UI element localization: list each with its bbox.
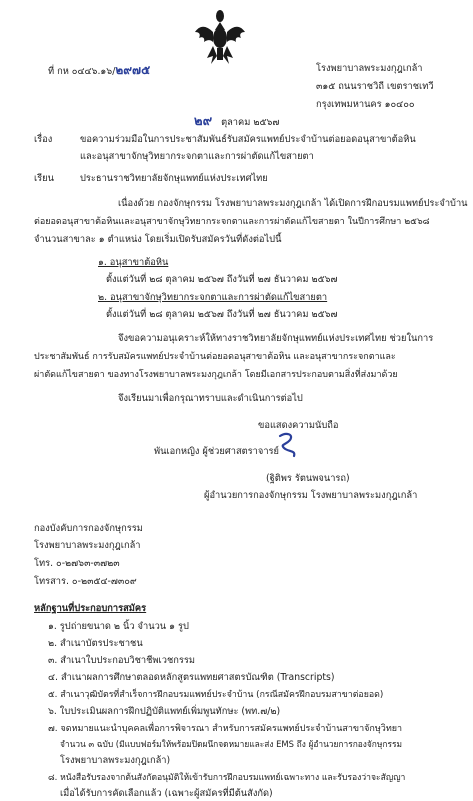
contact-line-2: โรงพยาบาลพระมงกุฎเกล้า — [34, 540, 141, 551]
item-2-title: ๒. อนุสาขาจักษุวิทยากระจกตาและการผ่าตัดแก้ไขสายตา — [98, 292, 328, 303]
item-1-title: ๑. อนุสาขาต้อหิน — [98, 257, 169, 268]
signer-name: (ฐิติพร รัตนพจนารถ) — [266, 473, 350, 484]
recipient-text: ประธานราชวิทยาลัยจักษุแพทย์แห่งประเทศไทย — [80, 173, 268, 184]
body-para2-line-2: ประชาสัมพันธ์ การรับสมัครแพทย์ประจำบ้านต่อยอดอนุสาขาต้อหิน และอนุสาขากระจกตาและ — [34, 352, 396, 362]
body-para1-line-2: ต่อยอดอนุสาขาต้อหินและอนุสาขาจักษุวิทยากระจกตาและการผ่าตัดแก้ไขสายตา ในปีการศึกษา ๒๕๖๘ — [34, 217, 430, 227]
subject-line-2: และอนุสาขาจักษุวิทยากระจกตาและการผ่าตัดแก้ไขสายตา — [80, 151, 314, 162]
date-day-handwritten: ๒๙ — [194, 114, 213, 129]
sender-line-1: โรงพยาบาลพระมงกุฎเกล้า — [316, 63, 423, 74]
body-para1-line-3: จำนวนสาขาละ ๑ ตำแหน่ง โดยเริ่มเปิดรับสมัครวันที่ดังต่อไปนี้ — [34, 234, 282, 245]
garuda-emblem-icon — [193, 6, 247, 68]
body-para1-line-1: เนื่องด้วย กองจักษุกรรม โรงพยาบาลพระมงกุฎเกล้า ได้เปิดการฝึกอบรมแพทย์ประจำบ้าน — [118, 198, 468, 209]
contact-fax: โทรสาร. ๐-๒๓๕๔-๗๓๐๙ — [34, 576, 137, 587]
evidence-item-continued: โรงพยาบาลพระมงกุฎเกล้า) — [60, 755, 171, 766]
evidence-item: ๓. สำเนาใบประกอบวิชาชีพเวชกรรม — [48, 655, 195, 666]
evidence-item: ๘. หนังสือรับรองจากต้นสังกัดอนุมัติให้เข้ารับการฝึกอบรมแพทย์เฉพาะทาง และรับรองว่าจะสัญญา — [48, 773, 406, 783]
sender-line-3: กรุงเทพมหานคร ๑๐๔๐๐ — [316, 99, 415, 110]
doc-number-prefix: ที่ กห ๐๔๔๖.๑๖/ — [48, 66, 116, 77]
evidence-item: ๕. สำเนาวุฒิบัตรที่สำเร็จการฝึกอบรมแพทย์ประจำบ้าน (กรณีสมัครฝึกอบรมสาขาต่อยอด) — [48, 690, 384, 700]
evidence-item-continued: เมื่อได้รับการคัดเลือกแล้ว (เฉพาะผู้สมัครที่มีต้นสังกัด) — [60, 788, 273, 799]
date-month-year: ตุลาคม ๒๕๖๗ — [221, 117, 280, 128]
evidence-item: ๗. จดหมายแนะนำบุคคลเพื่อการพิจารณา สำหรับการสมัครแพทย์ประจำบ้านสาขาจักษุวิทยา — [48, 724, 403, 734]
body-para2-line-3: ผ่าตัดแก้ไขสายตา ของทางโรงพยาบาลพระมงกุฎเกล้า โดยมีเอกสารประกอบตามสิ่งที่ส่งมาด้วย — [34, 370, 398, 380]
sender-line-2: ๓๑๕ ถนนราชวิถี เขตราชเทวี — [316, 81, 434, 92]
subject-line-1: ขอความร่วมมือในการประชาสัมพันธ์รับสมัครแพทย์ประจำบ้านต่อยอดอนุสาขาต้อหิน — [80, 134, 416, 145]
item-2-dates: ตั้งแต่วันที่ ๒๘ ตุลาคม ๒๕๖๗ ถึงวันที่ ๒๗ ธันวาคม ๒๕๖๗ — [106, 309, 338, 320]
body-para3: จึงเรียนมาเพื่อกรุณาทราบและดำเนินการต่อไป — [118, 393, 303, 404]
doc-number — [48, 61, 150, 80]
signer-position: ผู้อำนวยการกองจักษุกรรม โรงพยาบาลพระมงกุฎเกล้า — [204, 490, 418, 501]
recipient-label: เรียน — [34, 173, 54, 184]
evidence-item-continued: จำนวน ๓ ฉบับ (มีแบบฟอร์มให้พร้อมปิดผนึกจดหมายและส่ง EMS ถึง ผู้อำนวยการกองจักษุกรรม — [60, 739, 402, 749]
evidence-heading: หลักฐานที่ประกอบการสมัคร — [34, 603, 147, 614]
contact-phone: โทร. ๐-๒๗๖๓-๓๗๒๓ — [34, 558, 120, 569]
subject-label: เรื่อง — [34, 134, 53, 145]
body-para2-line-1: จึงขอความอนุเคราะห์ให้ทางราชวิทยาลัยจักษุแพทย์แห่งประเทศไทย ช่วยในการ — [118, 333, 434, 344]
date-line — [194, 110, 279, 131]
signer-rank: พันเอกหญิง ผู้ช่วยศาสตราจารย์ — [154, 446, 279, 457]
doc-number-handwritten: ๒๙๗๕ — [115, 63, 151, 77]
evidence-item: ๔. สำเนาผลการศึกษาตลอดหลักสูตรแพทยศาสตรบัณฑิต (Transcripts) — [48, 672, 335, 683]
contact-line-1: กองบังคับการกองจักษุกรรม — [34, 523, 143, 534]
evidence-item: ๑. รูปถ่ายขนาด ๒ นิ้ว จำนวน ๑ รูป — [48, 621, 189, 632]
closing: ขอแสดงความนับถือ — [258, 420, 339, 431]
evidence-item: ๖. ใบประเมินผลการฝึกปฏิบัติแพทย์เพิ่มพูนทักษะ (พท.๗/๒) — [48, 706, 281, 717]
evidence-item: ๒. สำเนาบัตรประชาชน — [48, 638, 143, 649]
item-1-dates: ตั้งแต่วันที่ ๒๘ ตุลาคม ๒๕๖๗ ถึงวันที่ ๒๗ ธันวาคม ๒๕๖๗ — [106, 274, 338, 285]
